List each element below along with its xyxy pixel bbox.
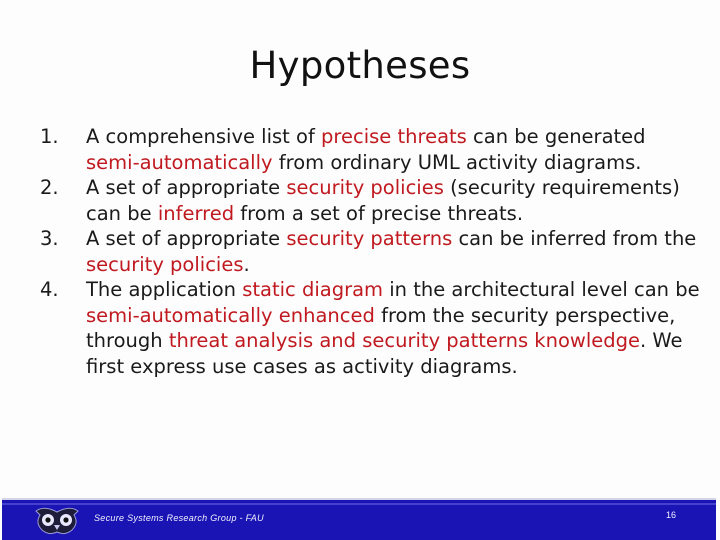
owl-logo-icon [32,503,82,537]
item-number: 4. [40,278,59,301]
highlight-segment: threat analysis and security patterns knowledge [168,329,641,352]
footer-text: Secure Systems Research Group - FAU [94,513,264,523]
text-segment: A set of appropriate [86,176,287,199]
text-segment: (security requirements) can be [86,176,680,225]
text-segment: from ordinary UML activity diagrams. [272,150,642,174]
text-segment: can be inferred from the [452,227,697,250]
highlight-segment: static diagram [242,278,384,301]
text-segment: from the security perspective, through [86,303,676,352]
page-title: Hypotheses [249,44,471,87]
text-segment: . We first express use cases as activity diagrams. [86,329,683,378]
highlight-segment: security patterns [286,227,453,250]
text-segment: A set of appropriate [86,227,287,250]
list-item [40,277,705,379]
highlight-segment: security policies [286,176,444,199]
list-item [40,175,705,226]
page-number: 16 [665,510,676,520]
highlight-segment: semi-automatically [86,150,273,174]
highlight-segment: semi-automatically enhanced [86,303,375,327]
footer-bar [2,498,716,540]
item-number: 1. [40,125,59,148]
list-item [40,124,705,175]
text-segment: from a set of precise threats. [234,201,524,225]
hypotheses-list [40,124,705,379]
highlight-segment: precise threats [321,125,467,148]
item-number: 2. [40,176,59,199]
text-segment: in the architectural level can be [383,278,700,301]
list-item [40,226,705,277]
text-segment: The application [86,278,243,301]
text-segment: can be generated [466,125,646,148]
highlight-segment: security policies [86,252,244,276]
text-segment: A comprehensive list of [86,125,322,148]
footer-divider [2,503,716,505]
item-number: 3. [40,227,59,250]
text-segment: . [243,252,250,276]
highlight-segment: inferred [157,201,235,225]
